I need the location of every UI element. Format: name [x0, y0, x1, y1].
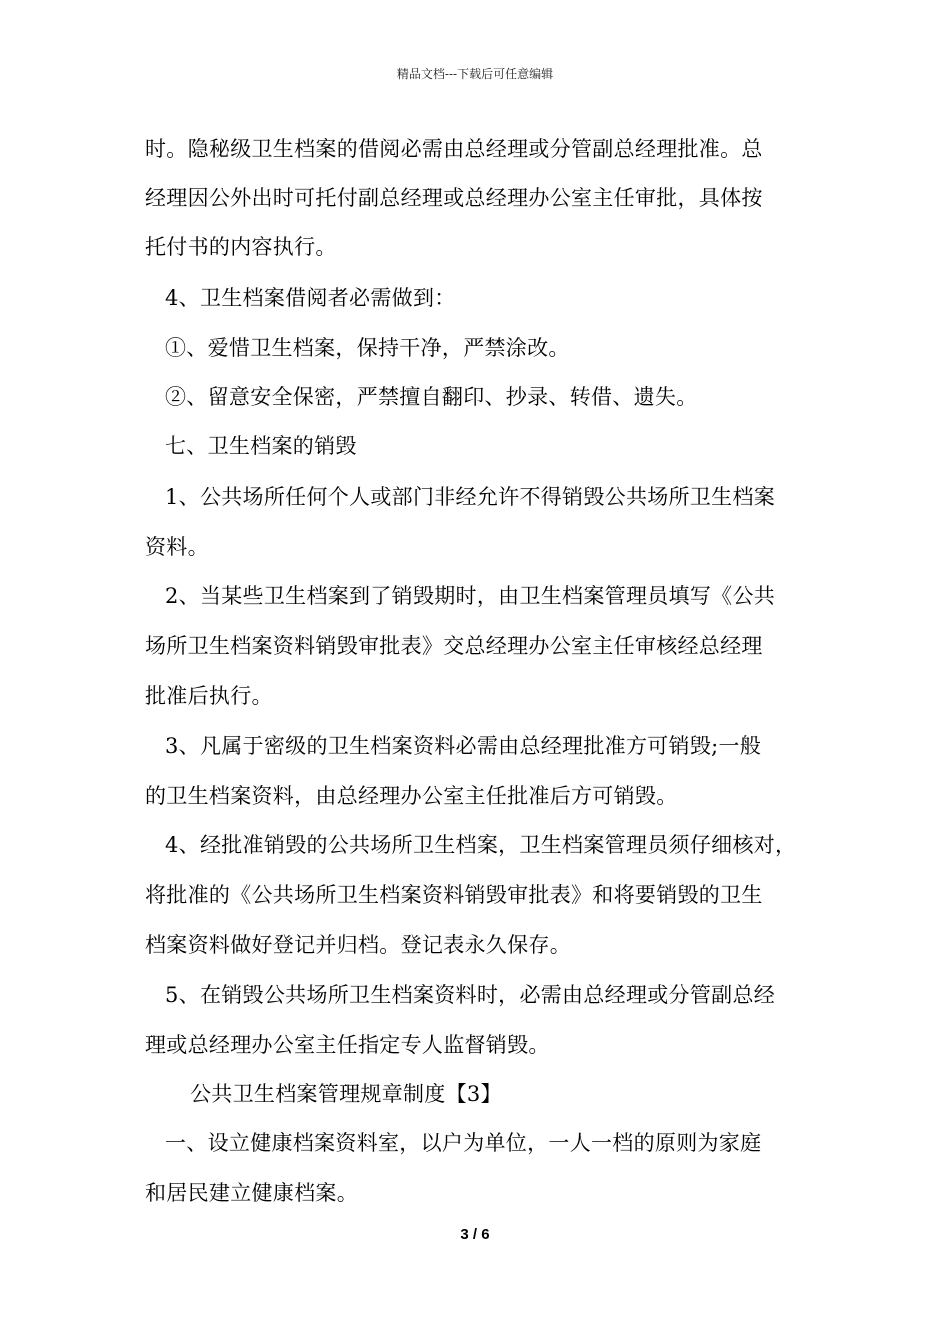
paragraph-line: 场所卫生档案资料销毁审批表》交总经理办公室主任审核经总经理: [145, 634, 763, 658]
paragraph-line: ②、留意安全保密，严禁擅自翻印、抄录、转借、遗失。: [165, 385, 698, 409]
paragraph-line: 和居民建立健康档案。: [145, 1181, 358, 1205]
paragraph-line: 的卫生档案资料，由总经理办公室主任批准后方可销毁。: [145, 784, 678, 808]
section-heading: 七、卫生档案的销毁: [165, 434, 357, 458]
paragraph-line: 1、公共场所任何个人或部门非经允许不得销毁公共场所卫生档案: [165, 485, 776, 509]
paragraph-line: 4、经批准销毁的公共场所卫生档案，卫生档案管理员须仔细核对，: [165, 833, 797, 857]
paragraph-line: 批准后执行。: [145, 684, 273, 708]
paragraph-line: 托付书的内容执行。: [145, 235, 337, 259]
paragraph-line: 3、凡属于密级的卫生档案资料必需由总经理批准方可销毁;一般: [165, 734, 762, 758]
page-header: 精品文档---下载后可任意编辑: [396, 67, 554, 81]
page-number: 3 / 6: [460, 1226, 490, 1243]
paragraph-line: 时。隐秘级卫生档案的借阅必需由总经理或分管副总经理批准。总: [145, 137, 763, 161]
section-title: 公共卫生档案管理规章制度【3】: [190, 1082, 502, 1106]
paragraph-line: 将批准的《公共场所卫生档案资料销毁审批表》和将要销毁的卫生: [145, 883, 763, 907]
paragraph-line: ①、爱惜卫生档案，保持干净，严禁涂改。: [165, 336, 570, 360]
paragraph-line: 理或总经理办公室主任指定专人监督销毁。: [145, 1033, 550, 1057]
paragraph-line: 资料。: [145, 535, 209, 559]
paragraph-line: 档案资料做好登记并归档。登记表永久保存。: [145, 933, 571, 957]
paragraph-line: 经理因公外出时可托付副总经理或总经理办公室主任审批，具体按: [145, 186, 763, 210]
paragraph-line: 2、当某些卫生档案到了销毁期时，由卫生档案管理员填写《公共: [165, 584, 776, 608]
paragraph-line: 5、在销毁公共场所卫生档案资料时，必需由总经理或分管副总经: [165, 983, 776, 1007]
paragraph-line: 4、卫生档案借阅者必需做到：: [165, 286, 456, 310]
paragraph-line: 一、设立健康档案资料室，以户为单位，一人一档的原则为家庭: [165, 1131, 762, 1155]
